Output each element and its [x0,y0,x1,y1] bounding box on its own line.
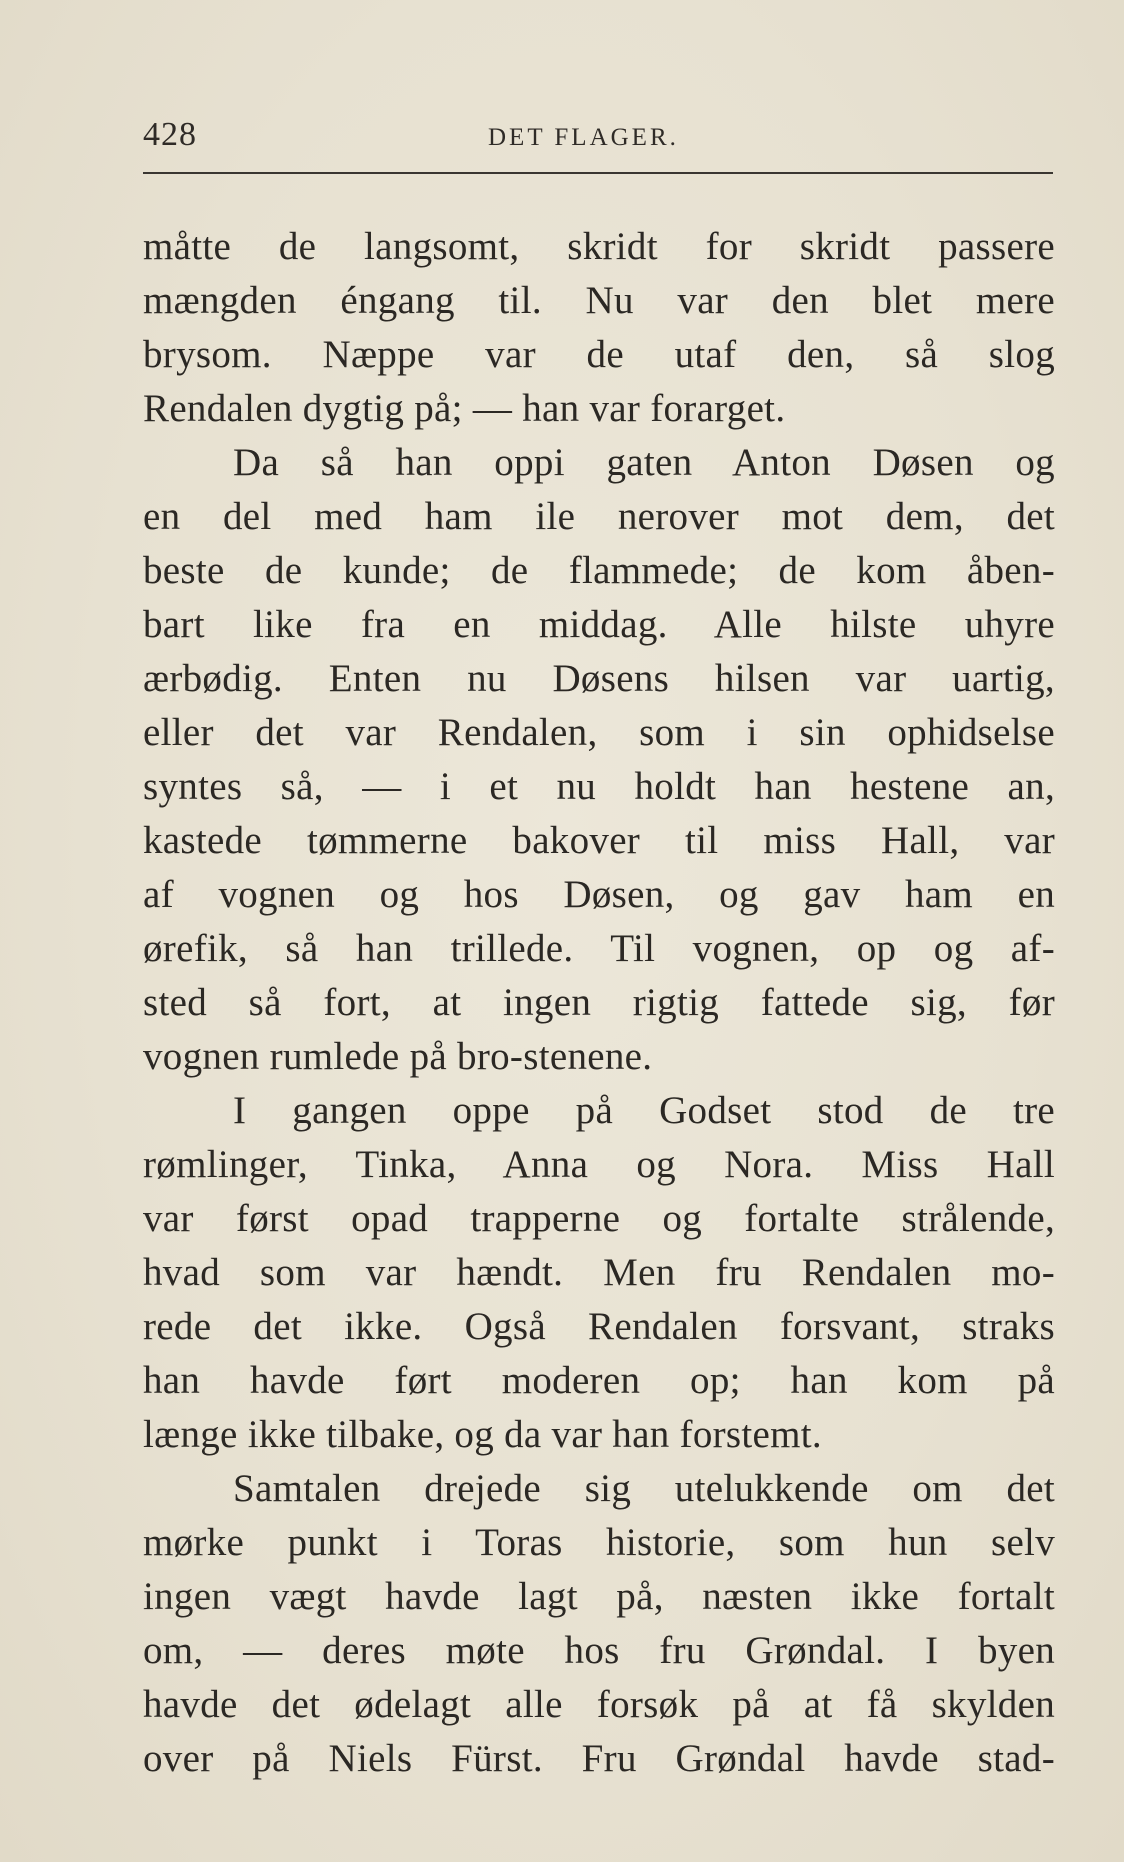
text-line-17: I gangen oppe på Godset stod de tre [233,1089,1055,1132]
text-line-29: over på Niels Fürst. Fru Grøndal havde stad- [143,1737,1055,1780]
page-number: 428 [143,116,197,153]
text-line-11: syntes så, — i et nu holdt han hestene an, [143,765,1055,808]
text-line-27: om, — deres møte hos fru Grøndal. I byen [143,1629,1055,1672]
text-line-14: ørefik, så han trillede. Til vognen, op og af- [143,927,1055,970]
text-line-7: beste de kunde; de flammede; de kom åben- [143,549,1055,592]
text-line-13: af vognen og hos Døsen, og gav ham en [143,873,1055,916]
text-line-23: længe ikke tilbake, og da var han forstemt. [143,1413,822,1456]
text-line-10: eller det var Rendalen, som i sin ophidselse [143,711,1055,754]
text-line-24: Samtalen drejede sig utelukkende om det [233,1467,1055,1510]
text-line-9: ærbødig. Enten nu Døsens hilsen var uartig, [143,657,1055,700]
text-line-4: Rendalen dygtig på; — han var forarget. [143,387,786,430]
text-line-6: en del med ham ile nerover mot dem, det [143,495,1055,538]
text-line-18: rømlinger, Tinka, Anna og Nora. Miss Hall [143,1143,1055,1186]
text-line-15: sted så fort, at ingen rigtig fattede sig, før [143,981,1055,1024]
text-line-2: mængden éngang til. Nu var den blet mere [143,279,1055,322]
text-line-25: mørke punkt i Toras historie, som hun selv [143,1521,1055,1564]
text-line-26: ingen vægt havde lagt på, næsten ikke fortalt [143,1575,1055,1618]
body-text [143,220,1055,1786]
text-line-22: han havde ført moderen op; han kom på [143,1359,1055,1402]
text-line-16: vognen rumlede på bro-stenene. [143,1035,653,1078]
running-head [143,110,1048,160]
text-line-1: måtte de langsomt, skridt for skridt passere [143,225,1055,268]
text-line-21: rede det ikke. Også Rendalen forsvant, straks [143,1305,1055,1348]
header-rule [143,172,1053,174]
text-line-3: brysom. Næppe var de utaf den, så slog [143,333,1055,376]
text-line-19: var først opad trapperne og fortalte strålende, [143,1197,1055,1240]
text-line-8: bart like fra en middag. Alle hilste uhyre [143,603,1055,646]
running-title: DET FLAGER. [488,124,679,151]
text-line-20: hvad som var hændt. Men fru Rendalen mo- [143,1251,1055,1294]
text-line-28: havde det ødelagt alle forsøk på at få skylden [143,1683,1055,1726]
text-line-12: kastede tømmerne bakover til miss Hall, var [143,819,1055,862]
text-line-5: Da så han oppi gaten Anton Døsen og [233,441,1055,484]
